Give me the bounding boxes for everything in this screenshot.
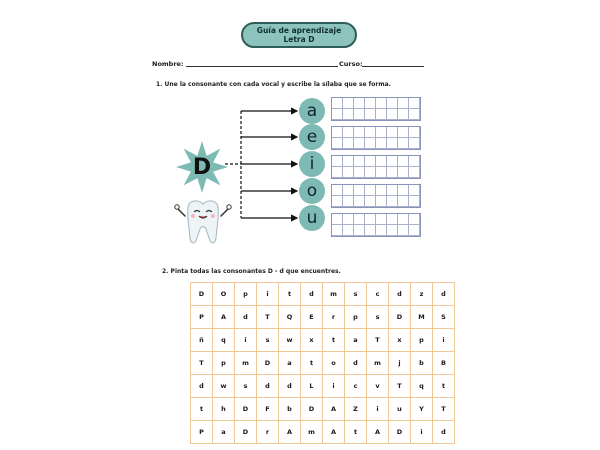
letter-cell[interactable]: P: [191, 306, 213, 329]
letter-cell[interactable]: h: [213, 398, 235, 421]
grid-cell[interactable]: [387, 109, 398, 120]
letter-cell[interactable]: m: [323, 283, 345, 306]
grid-cell[interactable]: [332, 156, 343, 167]
grid-cell[interactable]: [354, 98, 365, 109]
connection-arrows: [225, 100, 300, 230]
letter-cell[interactable]: c: [367, 283, 389, 306]
letter-cell[interactable]: p: [213, 352, 235, 375]
grid-cell[interactable]: [332, 98, 343, 109]
letter-cell[interactable]: d: [433, 421, 455, 444]
letter-row: [191, 352, 455, 375]
letter-cell[interactable]: a: [345, 329, 367, 352]
letter-cell[interactable]: t: [433, 375, 455, 398]
grid-cell[interactable]: [409, 98, 420, 109]
letter-cell[interactable]: j: [389, 352, 411, 375]
grid-cell[interactable]: [376, 98, 387, 109]
grid-cell[interactable]: [343, 214, 354, 225]
grid-cell[interactable]: [343, 185, 354, 196]
grid-cell[interactable]: [387, 98, 398, 109]
letter-cell[interactable]: z: [411, 283, 433, 306]
grid-cell[interactable]: [398, 127, 409, 138]
grid-cell[interactable]: [387, 214, 398, 225]
grid-cell[interactable]: [409, 127, 420, 138]
grid-cell[interactable]: [332, 167, 343, 178]
grid-cell[interactable]: [354, 156, 365, 167]
grid-cell[interactable]: [387, 167, 398, 178]
letter-cell[interactable]: w: [213, 375, 235, 398]
letter-cell[interactable]: A: [213, 306, 235, 329]
grid-cell[interactable]: [332, 185, 343, 196]
question-1-text: 1. Une la consonante con cada vocal y escribe la sílaba que se forma.: [156, 81, 391, 88]
letter-cell[interactable]: p: [411, 329, 433, 352]
title-line-1: Guía de aprendizaje: [256, 26, 342, 35]
letter-cell[interactable]: m: [367, 352, 389, 375]
grid-cell[interactable]: [365, 98, 376, 109]
letter-cell[interactable]: d: [257, 375, 279, 398]
grid-cell[interactable]: [409, 185, 420, 196]
letter-cell[interactable]: x: [389, 329, 411, 352]
grid-cell[interactable]: [343, 167, 354, 178]
letter-cell[interactable]: T: [367, 329, 389, 352]
grid-cell[interactable]: [343, 98, 354, 109]
letter-grid: [190, 282, 455, 444]
letter-cell[interactable]: D: [191, 283, 213, 306]
title-line-2: Letra D: [283, 35, 315, 44]
letter-cell[interactable]: D: [235, 421, 257, 444]
letter-cell[interactable]: d: [433, 283, 455, 306]
grid-cell[interactable]: [365, 225, 376, 236]
letter-cell[interactable]: i: [323, 375, 345, 398]
writing-grid-u[interactable]: [331, 213, 421, 237]
grid-cell[interactable]: [376, 185, 387, 196]
letter-row: [191, 375, 455, 398]
letter-cell[interactable]: i: [367, 398, 389, 421]
letter-cell[interactable]: s: [257, 329, 279, 352]
letter-cell[interactable]: v: [367, 375, 389, 398]
letter-cell[interactable]: A: [279, 421, 301, 444]
vowel-u: u: [299, 205, 325, 231]
letter-cell[interactable]: s: [367, 306, 389, 329]
grid-cell[interactable]: [365, 127, 376, 138]
letter-cell[interactable]: c: [345, 375, 367, 398]
letter-cell[interactable]: d: [235, 306, 257, 329]
question-2-text: 2. Pinta todas las consonantes D - d que encuentres.: [162, 268, 341, 275]
grid-cell[interactable]: [409, 138, 420, 149]
grid-cell[interactable]: [354, 196, 365, 207]
letter-cell[interactable]: d: [191, 375, 213, 398]
grid-cell[interactable]: [343, 196, 354, 207]
letter-cell[interactable]: E: [301, 306, 323, 329]
letter-cell[interactable]: d: [389, 283, 411, 306]
letter-cell[interactable]: O: [213, 283, 235, 306]
letter-cell[interactable]: M: [411, 306, 433, 329]
letter-cell[interactable]: L: [301, 375, 323, 398]
letter-cell[interactable]: Q: [279, 306, 301, 329]
grid-cell[interactable]: [376, 196, 387, 207]
grid-cell[interactable]: [398, 138, 409, 149]
writing-grid-o[interactable]: [331, 184, 421, 208]
letter-cell[interactable]: d: [279, 375, 301, 398]
grid-cell[interactable]: [409, 196, 420, 207]
writing-grid-i[interactable]: [331, 155, 421, 179]
letter-cell[interactable]: i: [433, 329, 455, 352]
grid-cell[interactable]: [398, 109, 409, 120]
letter-cell[interactable]: p: [235, 283, 257, 306]
letter-cell[interactable]: B: [433, 352, 455, 375]
letter-cell[interactable]: D: [257, 352, 279, 375]
letter-cell[interactable]: r: [323, 306, 345, 329]
grid-cell[interactable]: [354, 167, 365, 178]
letter-cell[interactable]: Y: [411, 398, 433, 421]
grid-cell[interactable]: [409, 214, 420, 225]
writing-grid-a[interactable]: [331, 97, 421, 121]
letter-cell[interactable]: Z: [345, 398, 367, 421]
grid-cell[interactable]: [398, 185, 409, 196]
letter-cell[interactable]: i: [411, 421, 433, 444]
letter-row: [191, 306, 455, 329]
grid-cell[interactable]: [398, 196, 409, 207]
letter-cell[interactable]: T: [389, 375, 411, 398]
grid-cell[interactable]: [354, 214, 365, 225]
grid-cell[interactable]: [332, 196, 343, 207]
grid-cell[interactable]: [387, 156, 398, 167]
grid-cell[interactable]: [365, 185, 376, 196]
grid-cell[interactable]: [365, 167, 376, 178]
grid-cell[interactable]: [354, 109, 365, 120]
grid-cell[interactable]: [376, 167, 387, 178]
letter-cell[interactable]: i: [257, 283, 279, 306]
grid-cell[interactable]: [343, 109, 354, 120]
letter-cell[interactable]: s: [235, 375, 257, 398]
grid-cell[interactable]: [398, 98, 409, 109]
letter-cell[interactable]: b: [411, 352, 433, 375]
grid-cell[interactable]: [376, 214, 387, 225]
vowel-o: o: [299, 178, 325, 204]
letter-cell[interactable]: d: [301, 283, 323, 306]
grid-cell[interactable]: [343, 225, 354, 236]
grid-cell[interactable]: [365, 214, 376, 225]
grid-cell[interactable]: [376, 127, 387, 138]
letter-cell[interactable]: t: [191, 398, 213, 421]
letter-cell[interactable]: p: [345, 306, 367, 329]
grid-cell[interactable]: [387, 127, 398, 138]
letter-cell[interactable]: A: [367, 421, 389, 444]
letter-cell[interactable]: D: [301, 398, 323, 421]
letter-cell[interactable]: r: [257, 421, 279, 444]
grid-cell[interactable]: [387, 225, 398, 236]
grid-cell[interactable]: [332, 214, 343, 225]
letter-cell[interactable]: a: [213, 421, 235, 444]
letter-row: [191, 421, 455, 444]
consonant-letter: D: [192, 154, 212, 180]
course-field[interactable]: [362, 66, 424, 67]
grid-cell[interactable]: [354, 225, 365, 236]
letter-cell[interactable]: t: [279, 283, 301, 306]
course-label: Curso:: [339, 60, 363, 68]
letter-cell[interactable]: s: [345, 283, 367, 306]
grid-cell[interactable]: [387, 196, 398, 207]
grid-cell[interactable]: [387, 185, 398, 196]
grid-cell[interactable]: [387, 138, 398, 149]
grid-cell[interactable]: [365, 138, 376, 149]
letter-cell[interactable]: S: [433, 306, 455, 329]
grid-cell[interactable]: [409, 167, 420, 178]
letter-row: [191, 283, 455, 306]
grid-cell[interactable]: [398, 225, 409, 236]
grid-cell[interactable]: [365, 109, 376, 120]
letter-cell[interactable]: t: [301, 352, 323, 375]
grid-cell[interactable]: [409, 225, 420, 236]
grid-cell[interactable]: [376, 156, 387, 167]
letter-row: [191, 398, 455, 421]
grid-cell[interactable]: [376, 109, 387, 120]
letter-cell[interactable]: T: [433, 398, 455, 421]
grid-cell[interactable]: [409, 156, 420, 167]
grid-cell[interactable]: [343, 156, 354, 167]
letter-row: [191, 329, 455, 352]
letter-cell[interactable]: u: [389, 398, 411, 421]
letter-cell[interactable]: o: [323, 352, 345, 375]
grid-cell[interactable]: [343, 127, 354, 138]
letter-cell[interactable]: q: [213, 329, 235, 352]
page-title: [241, 22, 357, 48]
grid-cell[interactable]: [354, 185, 365, 196]
letter-cell[interactable]: t: [323, 329, 345, 352]
grid-cell[interactable]: [332, 127, 343, 138]
name-label: Nombre:: [152, 60, 184, 68]
letter-cell[interactable]: D: [235, 398, 257, 421]
grid-cell[interactable]: [332, 109, 343, 120]
grid-cell[interactable]: [409, 109, 420, 120]
letter-cell[interactable]: q: [411, 375, 433, 398]
letter-cell[interactable]: D: [389, 306, 411, 329]
letter-cell[interactable]: w: [279, 329, 301, 352]
grid-cell[interactable]: [365, 196, 376, 207]
grid-cell[interactable]: [376, 225, 387, 236]
letter-cell[interactable]: P: [191, 421, 213, 444]
vowel-a: a: [299, 98, 325, 124]
vowel-i: i: [299, 151, 325, 177]
name-field[interactable]: [186, 66, 338, 67]
letter-cell[interactable]: D: [389, 421, 411, 444]
grid-cell[interactable]: [398, 167, 409, 178]
letter-cell[interactable]: ñ: [191, 329, 213, 352]
letter-cell[interactable]: T: [191, 352, 213, 375]
letter-cell[interactable]: x: [301, 329, 323, 352]
grid-cell[interactable]: [398, 156, 409, 167]
grid-cell[interactable]: [398, 214, 409, 225]
grid-cell[interactable]: [365, 156, 376, 167]
letter-cell[interactable]: F: [257, 398, 279, 421]
vowel-e: e: [299, 124, 325, 150]
writing-grid-e[interactable]: [331, 126, 421, 150]
grid-cell[interactable]: [332, 225, 343, 236]
letter-cell[interactable]: T: [257, 306, 279, 329]
letter-cell[interactable]: d: [345, 352, 367, 375]
grid-cell[interactable]: [354, 138, 365, 149]
letter-cell[interactable]: i: [235, 329, 257, 352]
letter-cell[interactable]: A: [323, 421, 345, 444]
letter-cell[interactable]: a: [279, 352, 301, 375]
letter-cell[interactable]: A: [323, 398, 345, 421]
grid-cell[interactable]: [343, 138, 354, 149]
letter-cell[interactable]: b: [279, 398, 301, 421]
letter-cell[interactable]: m: [235, 352, 257, 375]
letter-cell[interactable]: t: [345, 421, 367, 444]
grid-cell[interactable]: [332, 138, 343, 149]
grid-cell[interactable]: [376, 138, 387, 149]
letter-cell[interactable]: m: [301, 421, 323, 444]
grid-cell[interactable]: [354, 127, 365, 138]
